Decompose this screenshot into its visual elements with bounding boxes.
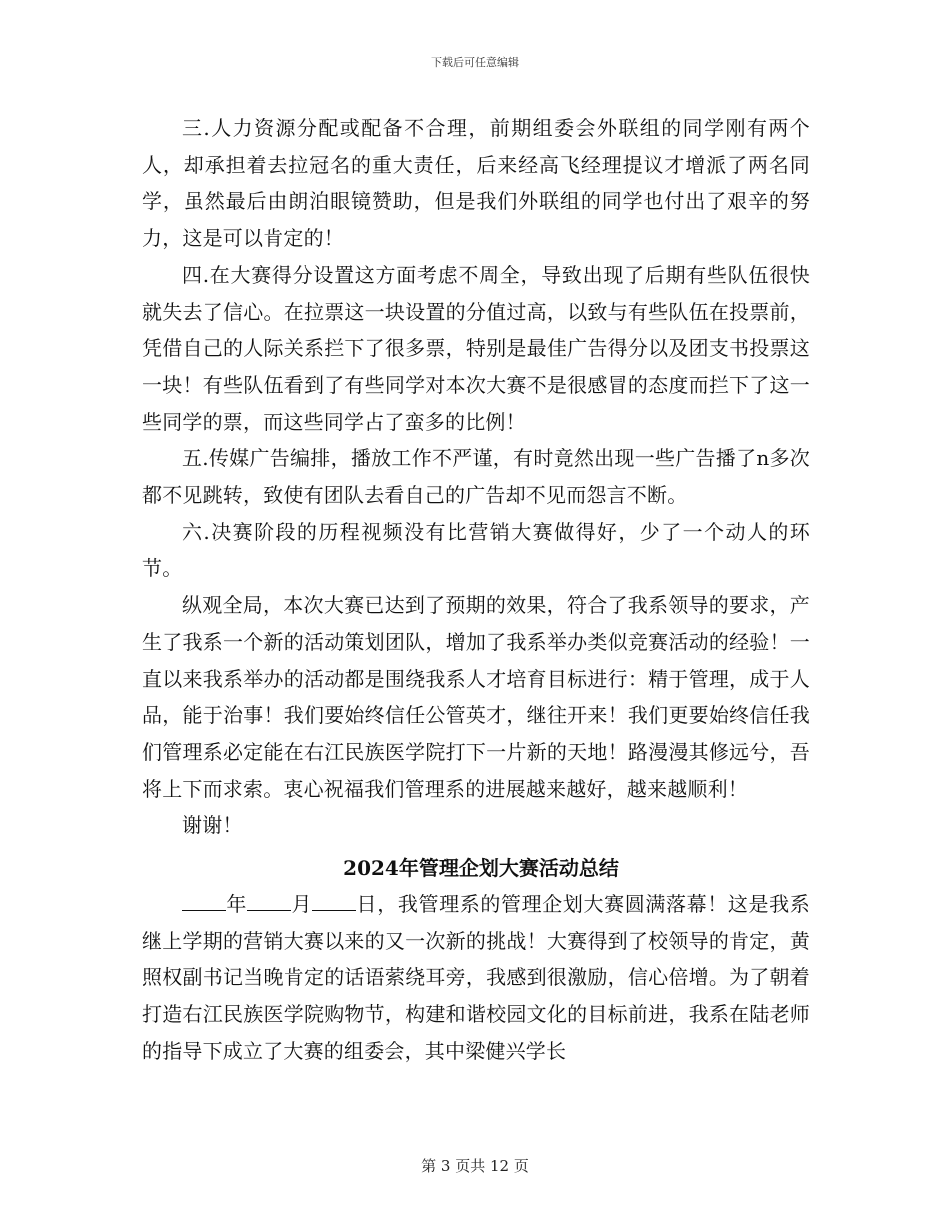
day-blank xyxy=(312,892,356,911)
paragraph-item-6: 六.决赛阶段的历程视频没有比营销大赛做得好，少了一个动人的环节。 xyxy=(142,519,810,581)
paragraph-item-5: 五.传媒广告编排，播放工作不严谨，有时竟然出现一些广告播了n多次都不见跳转，致使有团队去看自己的广告却不见而怨言不断。 xyxy=(142,446,810,508)
conclusion-paragraph: 纵观全局，本次大赛已达到了预期的效果，符合了我系领导的要求，产生了我系一个新的活动策划团队，增加了我系举办类似竞赛活动的经验！一直以来我系举办的活动都是围绕我系人才培育目标进行：精于管理，成于人品，能于治事！我们要始终信任公管英才，继往开来！我们更要始终信任我们管理系必定能在右江民族医学院打下一片新的天地！路漫漫其修远兮，吾将上下而求索。衷心祝福我们管理系的进展越来越好，越来越顺利！ xyxy=(142,593,810,801)
month-blank xyxy=(247,892,291,911)
thanks-line: 谢谢！ xyxy=(182,813,243,838)
paragraph-item-3: 三.人力资源分配或配备不合理，前期组委会外联组的同学刚有两个人，却承担着去拉冠名的重大责任，后来经高飞经理提议才增派了两名同学，虽然最后由朗泊眼镜赞助，但是我们外联组的同学也付出了艰辛的努力，这是可以肯定的！ xyxy=(142,116,810,251)
paragraph-item-4: 四.在大赛得分设置这方面考虑不周全，导致出现了后期有些队伍很快就失去了信心。在拉票这一块设置的分值过高，以致与有些队伍在投票前，凭借自己的人际关系拦下了很多票，特别是最佳广告得分以及团支书投票这一块！有些队伍看到了有些同学对本次大赛不是很感冒的态度而拦下了这一些同学的票，而这些同学占了蛮多的比例！ xyxy=(142,262,810,434)
section-title: 2024年管理企划大赛活动总结 xyxy=(343,856,619,881)
section-intro-paragraph xyxy=(142,886,810,1070)
date-day-label: 日 xyxy=(356,892,378,917)
page-header: 下载后可任意编辑 xyxy=(431,56,519,69)
document-body xyxy=(142,110,810,1070)
date-month-label: 月 xyxy=(291,892,313,917)
year-blank xyxy=(182,892,226,911)
page-number-footer: 第 3 页共 12 页 xyxy=(421,1157,529,1175)
intro-text: ，我管理系的管理企划大赛圆满落幕！这是我系继上学期的营销大赛以来的又一次新的挑战！大赛得到了校领导的肯定，黄照权副书记当晚肯定的话语萦绕耳旁，我感到很激励，信心倍增。为了朝着打造右江民族医学院购物节，构建和谐校园文化的目标前进，我系在陆老师的指导下成立了大赛的组委会，其中梁健兴学长 xyxy=(142,892,810,1063)
date-year-label: 年 xyxy=(226,892,248,917)
